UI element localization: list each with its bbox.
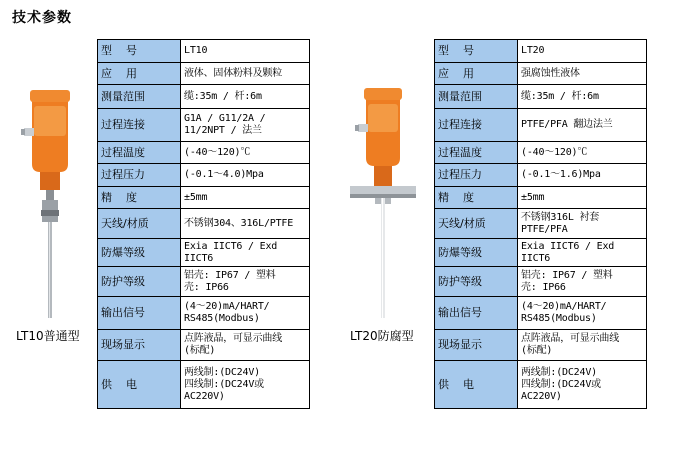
- spec-value: 不锈钢316L 衬套 PTFE/PFA: [518, 209, 647, 239]
- spec-value: 铝壳: IP67 / 塑料 壳: IP66: [518, 267, 647, 297]
- spec-value: 两线制:(DC24V) 四线制:(DC24V或 AC220V): [518, 361, 647, 409]
- lt10-caption: LT10普通型: [16, 329, 80, 343]
- spec-value: (-0.1～4.0)Mpa: [181, 164, 310, 187]
- spec-label: 天线/材质: [435, 209, 518, 239]
- page-title: 技术参数: [12, 10, 72, 26]
- spec-row: [435, 164, 647, 187]
- spec-row: [435, 63, 647, 85]
- spec-label: 防爆等级: [98, 239, 181, 267]
- spec-row: [98, 142, 310, 164]
- spec-label: 应 用: [435, 63, 518, 85]
- spec-label: 供 电: [98, 361, 181, 409]
- spec-value: 缆:35m / 杆:6m: [181, 85, 310, 109]
- spec-label: 过程连接: [98, 109, 181, 142]
- spec-label: 精 度: [435, 187, 518, 209]
- spec-label: 测量范围: [435, 85, 518, 109]
- spec-value: (-0.1～1.6)Mpa: [518, 164, 647, 187]
- spec-label: 防护等级: [98, 267, 181, 297]
- spec-value: G1A / G11/2A / 11/2NPT / 法兰: [181, 109, 310, 142]
- spec-value: 点阵液晶，可显示曲线 (标配): [518, 330, 647, 361]
- spec-value: (4～20)mA/HART/ RS485(Modbus): [181, 297, 310, 330]
- spec-label: 精 度: [98, 187, 181, 209]
- spec-row: [435, 40, 647, 63]
- spec-row: [98, 239, 310, 267]
- lt20-spec-table: [434, 39, 647, 409]
- spec-row: [435, 297, 647, 330]
- spec-row: [435, 85, 647, 109]
- spec-label: 现场显示: [98, 330, 181, 361]
- spec-row: [98, 297, 310, 330]
- spec-row: [98, 40, 310, 63]
- spec-label: 现场显示: [435, 330, 518, 361]
- spec-value: PTFE/PFA 翻边法兰: [518, 109, 647, 142]
- spec-label: 天线/材质: [98, 209, 181, 239]
- spec-label: 输出信号: [98, 297, 181, 330]
- spec-value: ±5mm: [181, 187, 310, 209]
- spec-value: 不锈钢304、316L/PTFE: [181, 209, 310, 239]
- lt10-spec-table: [97, 39, 310, 409]
- spec-row: [98, 109, 310, 142]
- spec-row: [98, 209, 310, 239]
- spec-value: LT10: [181, 40, 310, 63]
- lt10-product-image: [20, 82, 80, 322]
- spec-value: 两线制:(DC24V) 四线制:(DC24V或 AC220V): [181, 361, 310, 409]
- spec-row: [435, 187, 647, 209]
- spec-row: [98, 164, 310, 187]
- spec-value: LT20: [518, 40, 647, 63]
- spec-row: [98, 63, 310, 85]
- spec-label: 过程压力: [435, 164, 518, 187]
- spec-label: 型 号: [98, 40, 181, 63]
- spec-label: 输出信号: [435, 297, 518, 330]
- spec-row: [98, 361, 310, 409]
- spec-value: ±5mm: [518, 187, 647, 209]
- spec-label: 过程温度: [435, 142, 518, 164]
- spec-row: [98, 85, 310, 109]
- spec-label: 应 用: [98, 63, 181, 85]
- spec-label: 型 号: [435, 40, 518, 63]
- spec-label: 防护等级: [435, 267, 518, 297]
- spec-value: (-40～120)℃: [181, 142, 310, 164]
- spec-row: [435, 330, 647, 361]
- spec-value: 液体、固体粉料及颗粒: [181, 63, 310, 85]
- spec-row: [435, 239, 647, 267]
- spec-label: 供 电: [435, 361, 518, 409]
- spec-label: 过程温度: [98, 142, 181, 164]
- spec-label: 过程连接: [435, 109, 518, 142]
- spec-row: [435, 267, 647, 297]
- lt20-product-image: [348, 82, 418, 322]
- spec-label: 测量范围: [98, 85, 181, 109]
- spec-value: (-40～120)℃: [518, 142, 647, 164]
- spec-row: [435, 361, 647, 409]
- spec-value: 铝壳: IP67 / 塑料 壳: IP66: [181, 267, 310, 297]
- lt20-caption: LT20防腐型: [350, 329, 414, 343]
- spec-label: 过程压力: [98, 164, 181, 187]
- spec-value: 点阵液晶，可显示曲线 (标配): [181, 330, 310, 361]
- spec-value: (4～20)mA/HART/ RS485(Modbus): [518, 297, 647, 330]
- spec-row: [98, 267, 310, 297]
- spec-value: 缆:35m / 杆:6m: [518, 85, 647, 109]
- spec-label: 防爆等级: [435, 239, 518, 267]
- spec-value: Exia IICT6 / Exd IICT6: [181, 239, 310, 267]
- spec-row: [435, 209, 647, 239]
- spec-row: [435, 142, 647, 164]
- spec-row: [98, 187, 310, 209]
- spec-row: [98, 330, 310, 361]
- spec-row: [435, 109, 647, 142]
- spec-value: 强腐蚀性液体: [518, 63, 647, 85]
- spec-value: Exia IICT6 / Exd IICT6: [518, 239, 647, 267]
